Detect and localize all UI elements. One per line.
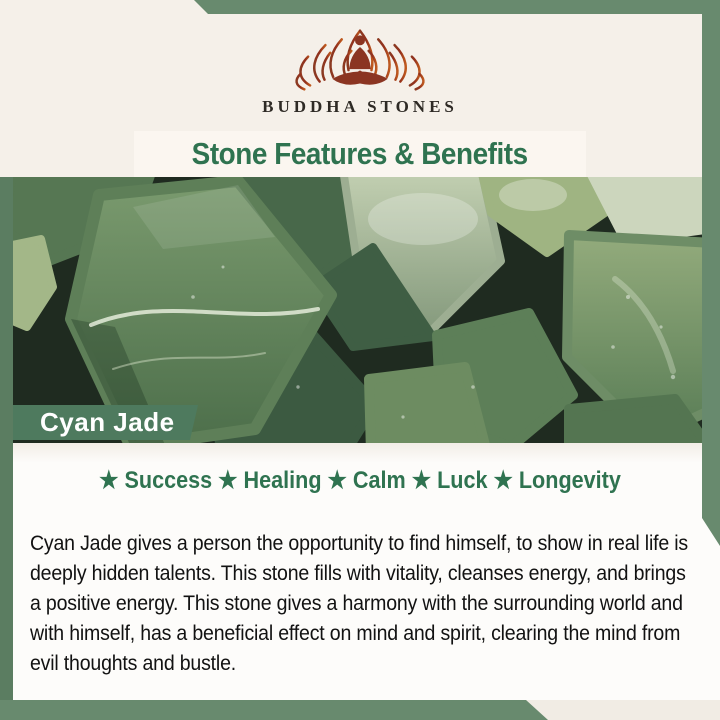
frame-bar-top bbox=[194, 0, 720, 14]
frame-bar-bottom bbox=[0, 700, 548, 720]
section-title: Stone Features & Benefits bbox=[191, 136, 529, 171]
corner-accent-bottom-right bbox=[526, 700, 720, 720]
stone-name-label: Cyan Jade bbox=[40, 407, 175, 437]
stone-photo jade-stones-photo bbox=[13, 177, 702, 443]
stone-name-badge bbox=[0, 405, 198, 440]
brand-name: BUDDHA STONES bbox=[262, 97, 458, 116]
brand-logo lotus-meditation-icon bbox=[285, 24, 435, 101]
frame-bar-left bbox=[0, 177, 13, 720]
frame-bar-right bbox=[702, 0, 720, 546]
section-title-banner bbox=[134, 131, 586, 177]
stone-description: Cyan Jade gives a person the opportunity to find himself, to show in real life is deeply hidden talents. This stone fills with vitality, cleanses energy, and brings a positive energy. This stone gives a harmony with the surrounding world and with himself, has a beneficial effect on mind and spirit, clearing the mind from evil thoughts and bustle. bbox=[30, 532, 689, 675]
benefits-line: ★ Success ★ Healing ★ Calm ★ Luck ★ Longevity bbox=[99, 467, 621, 494]
